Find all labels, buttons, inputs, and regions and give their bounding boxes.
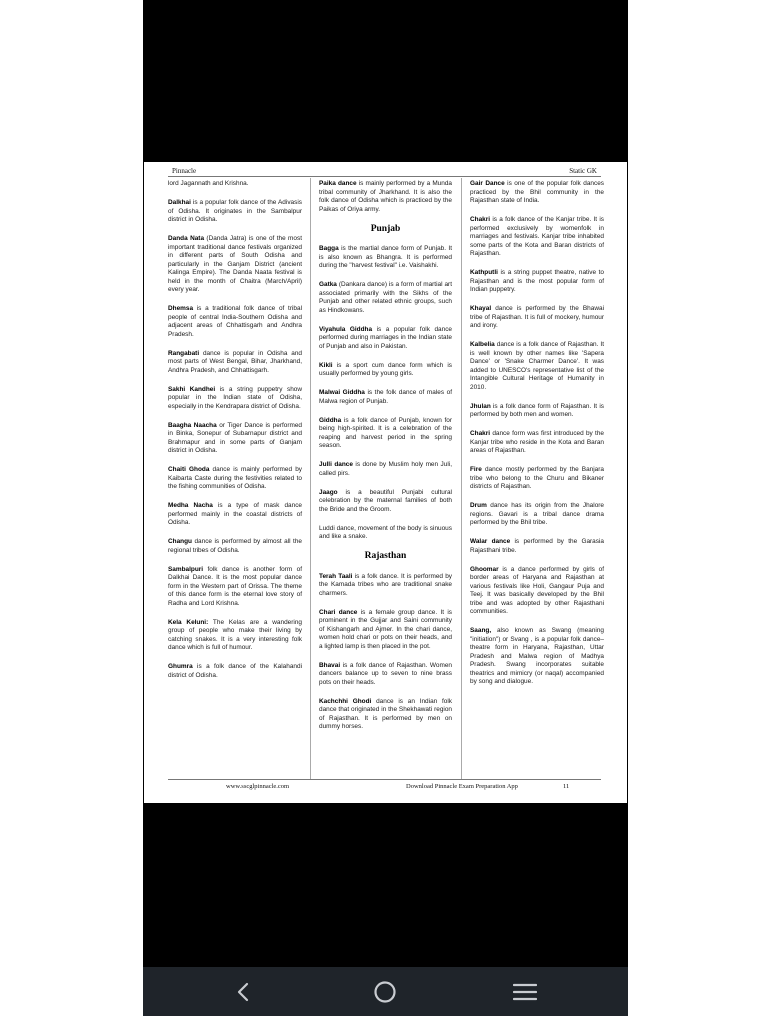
- dance-entry: [470, 216, 604, 259]
- entry-description: also known as Swang (meaning "initiation") or Svang , is a popular folk dance–theatre form in Haryana, Rajasthan, Uttar Pradesh and Malwa region of Madhya Pradesh. Swang incorporates suitable theatrics and mimicry (or naqal) accompanied by song and dialogue.: [470, 627, 604, 685]
- entry-term: Gatka: [319, 281, 337, 288]
- column-divider: [310, 178, 311, 779]
- dance-entry: [168, 566, 302, 609]
- entry-term: Kela Keluni:: [168, 618, 209, 626]
- section-heading-punjab: Punjab: [370, 223, 401, 234]
- dance-entry: [168, 502, 302, 528]
- entry-term: Baagha Naacha: [168, 421, 217, 429]
- section-heading-rajasthan: Rajasthan: [364, 551, 407, 561]
- entry-description: is a folk dance of the Kalahandi district of Odisha.: [168, 663, 302, 679]
- entry-description: is one of the popular folk dances practiced by the Bhil community in the Rajasthan state of India.: [470, 180, 604, 204]
- dance-entry: [168, 466, 302, 492]
- entry-description: or Tiger Dance is performed in Binka, Sonepur of Subarnapur district and Brahmapur and in some parts of Ganjam district in Odisha.: [168, 421, 303, 454]
- entry-description: dance is performed by the Bhawai tribe of Rajasthan. It is full of mockery, humour and irony.: [470, 305, 604, 329]
- entry-term: Chaiti Ghoda: [168, 466, 210, 473]
- dance-entry: [319, 525, 452, 542]
- entry-term: Gair Dance: [470, 180, 505, 187]
- entry-description: is a folk dance of Rajasthan. Women dancers balance up to seven to nine brass pots on their heads.: [319, 661, 452, 686]
- dance-entry: [319, 573, 452, 599]
- dance-entry: [319, 489, 452, 515]
- footer-app-promo: Download Pinnacle Exam Preparation App: [406, 783, 518, 790]
- entry-description: dance mostly performed by the Banjara tribe who belong to the Churu and Bikaner districts of Rajasthan.: [470, 466, 604, 490]
- android-nav-bar: [143, 967, 628, 1016]
- entry-description: is performed by the Garasia Rajasthani tribe.: [470, 538, 604, 554]
- entry-term: Terah Taali: [319, 572, 353, 580]
- entry-term: Malwai Giddha: [319, 389, 365, 396]
- entry-term: Drum: [470, 502, 487, 509]
- phone-screen: [143, 0, 628, 1016]
- entry-term: Bhavai: [319, 661, 341, 669]
- entry-term: Khayal: [470, 305, 492, 312]
- entry-term: Dhemsa: [168, 305, 194, 312]
- entry-term: Ghoomar: [470, 565, 499, 573]
- entry-description: dance form was first introduced by the Kanjar tribe who reside in the Kota and Baran areas of Rajasthan.: [470, 430, 604, 454]
- entry-description: The Kelas are a wandering group of people who make their living by catching snakes. It is a very interesting folk dance which is full of humour.: [168, 618, 302, 651]
- dance-entry: [470, 269, 604, 295]
- document-page[interactable]: [144, 162, 627, 803]
- entry-description: is the folk dance of males of Malwa region of Punjab.: [319, 389, 452, 405]
- entry-term: Danda Nata: [168, 235, 205, 242]
- entry-term: Kathputli: [470, 269, 498, 276]
- entry-description: is a folk dance. It is performed by the Kamada tribes who are traditional snake charmers.: [319, 572, 453, 597]
- dance-entry: [470, 305, 604, 331]
- back-button[interactable]: [219, 967, 269, 1016]
- entry-term: Chakri: [470, 216, 491, 223]
- column-2-intro: [319, 180, 452, 214]
- dance-entry: [470, 502, 604, 528]
- entry-term: Fire: [470, 466, 482, 473]
- header-section: Static GK: [569, 167, 597, 175]
- dance-entry: [319, 326, 452, 352]
- entry-description: Luddi dance, movement of the body is sinuous and like a snake.: [319, 524, 452, 540]
- dance-entry: [470, 403, 604, 420]
- page-footer: [226, 783, 570, 790]
- dance-entry: [470, 430, 604, 456]
- column-divider: [461, 178, 462, 779]
- column-1: [168, 180, 302, 691]
- entry-description: is a female group dance. It is prominent in the Gujjar and Saini community of Kishangarh and Ajmer. In the chari dance, women hold chari or pots on their heads, and a lighted lamp is then placed in the pot.: [319, 608, 452, 650]
- entry-term: Walar dance: [470, 538, 511, 545]
- entry-description: is a beautiful Punjabi cultural celebration by the maternal families of both the Bride and the Groom.: [319, 488, 452, 513]
- entry-description: (Danda Jatra) is one of the most important traditional dance festivals organized in different parts of South Odisha and particularly in the Ganjam District (ancient Kalinga Empire). The Danda Naata festival is held in the month of Chaitra (March/April) every year.: [168, 235, 303, 293]
- dance-entry: [319, 180, 452, 214]
- dance-entry: [168, 619, 302, 653]
- page-number: 11: [563, 783, 570, 790]
- dance-entry: [470, 566, 604, 617]
- entry-description: is a sport cum dance form which is usually performed by young girls.: [319, 361, 452, 377]
- dance-entry: [168, 422, 302, 456]
- entry-term: Kachchhi Ghodi: [319, 697, 372, 705]
- dance-entry: [319, 662, 452, 688]
- dance-entry: [168, 350, 302, 376]
- entry-term: Bagga: [319, 245, 339, 252]
- home-icon: [373, 980, 397, 1004]
- dance-entry: [319, 698, 452, 732]
- dance-entry: [319, 245, 452, 271]
- entry-description: dance has its origin from the Jhalore regions. Gavari is a tribal dance drama performed by the Bhil tribe.: [470, 502, 604, 526]
- dance-entry: [168, 180, 302, 189]
- entry-term: Changu: [168, 538, 192, 545]
- footer-site-link: www.sscglpinnacle.com: [226, 783, 290, 790]
- entry-description: dance is mainly performed by Kaibarta Caste during the festivities related to the fishing communities of Odisha.: [168, 466, 302, 490]
- header-rule: [168, 176, 601, 177]
- recents-icon: [513, 982, 537, 1002]
- page-header: [172, 167, 597, 175]
- dance-entry: [319, 362, 452, 379]
- dance-entry: [470, 180, 604, 206]
- dance-entry: [319, 609, 452, 652]
- entry-description: is a folk dance of the Kanjar tribe. It is performed exclusively by womenfolk in marriages and festivals. Kanjar tribe inhabited some parts of the Kota and Baran districts of Rajasthan.: [470, 216, 604, 257]
- dance-entry: [319, 281, 452, 315]
- entry-description: is the martial dance form of Punjab. It is also known as Bhangra. It is performed during the "harvest festival" i.e. Vaishakhi.: [319, 245, 452, 269]
- entry-term: Kalbelia: [470, 341, 495, 348]
- entry-description: dance is an Indian folk dance that originated in the Shekhawati region of Rajasthan. It is performed by men on dummy horses.: [319, 697, 452, 730]
- column-2-punjab: [319, 245, 452, 542]
- dance-entry: [470, 466, 604, 492]
- back-icon: [234, 982, 254, 1002]
- home-button[interactable]: [360, 967, 410, 1016]
- entry-description: is a dance performed by girls of border areas of Haryana and Rajasthan at various festivals like Holi, Gangaur Puja and Teej. It was basically developed by the Bhil tribe and was adopted by other Rajasthani communities.: [470, 565, 604, 615]
- entry-term: Sakhi Kandhei: [168, 385, 216, 393]
- entry-term: Jhulan: [470, 402, 491, 410]
- dance-entry: [319, 417, 452, 451]
- column-2-rajasthan: [319, 573, 452, 732]
- entry-description: dance is a folk dance of Rajasthan. It is well known by other names like 'Sapera Dance' or 'Snake Charmer Dance'. It was added to UNESCO's representative list of the Intangible Cultural Heritage of Humanity in 2010.: [470, 341, 604, 391]
- dance-entry: [168, 305, 302, 339]
- entry-description: dance is performed by almost all the regional tribes of Odisha.: [168, 538, 302, 554]
- dance-entry: [470, 627, 604, 687]
- dance-entry: [168, 663, 302, 680]
- entry-term: Rangabati: [168, 349, 200, 357]
- entry-description: is a type of mask dance performed mainly in the coastal districts of Odisha.: [168, 502, 302, 526]
- entry-description: is a popular folk dance of the Adivasis of Odisha. It originates in the Sambalpur district in Odisha.: [168, 199, 302, 223]
- entry-description: is mainly performed by a Munda tribal community of Jharkhand. It is also the folk dance of Odisha which is practiced by the Paikas of Oriya army.: [319, 180, 452, 213]
- entry-term: Saang,: [470, 627, 492, 634]
- entry-term: Julli dance: [319, 461, 353, 468]
- entry-term: Jaago: [319, 488, 338, 496]
- dance-entry: [319, 389, 452, 406]
- dance-entry: [319, 461, 452, 478]
- entry-description: dance is popular in Odisha and most parts of West Bengal, Bihar, Jharkhand, Andhra Pradesh, and Chhattisgarh.: [168, 349, 302, 374]
- dance-entry: [168, 235, 302, 295]
- entry-term: Viyahula Giddha: [319, 325, 373, 333]
- entry-term: Dalkhai: [168, 199, 191, 206]
- entry-term: Kikli: [319, 361, 333, 369]
- entry-term: Paika dance: [319, 180, 357, 187]
- entry-description: is a folk dance form of Rajasthan. It is performed by both men and women.: [470, 402, 604, 418]
- entry-description: is a popular folk dance performed during marriages in the Indian state of Punjab and also in Pakistan.: [319, 325, 452, 350]
- entry-term: Giddha: [319, 416, 342, 424]
- dance-entry: [168, 199, 302, 225]
- footer-rule: [168, 779, 601, 780]
- dance-entry: [168, 538, 302, 555]
- dance-entry: [470, 538, 604, 555]
- entry-term: Ghumra: [168, 663, 193, 670]
- column-3: [470, 180, 604, 697]
- entry-description: (Dankara dance) is a form of martial art associated primarily with the Sikhs of the Punjab and other related ethnic groups, such as Hindkowans.: [319, 281, 452, 314]
- entry-term: Chakri: [470, 430, 491, 437]
- entry-description: folk dance is another form of Dalkhai Dance. It is the most popular dance form in the Western part of Orissa. The theme of this dance form is the eternal love story of Radha and Lord Krishna.: [168, 565, 302, 607]
- entry-term: Medha Nacha: [168, 502, 213, 509]
- entry-description: lord Jagannath and Krishna.: [168, 180, 249, 187]
- header-brand: Pinnacle: [172, 167, 197, 175]
- recents-button[interactable]: [500, 967, 550, 1016]
- entry-term: Chari dance: [319, 608, 358, 616]
- entry-description: is a string puppet theatre, native to Rajasthan and is the most popular form of Indian puppetry.: [470, 269, 604, 293]
- entry-description: is a string puppetry show popular in the Indian state of Odisha, especially in the Kendrapara district of Odisha.: [168, 385, 303, 410]
- column-2: [319, 180, 452, 742]
- dance-entry: [470, 341, 604, 392]
- entry-description: is a folk dance of Punjab, known for being high-spirited. It is a celebration of the reaping and harvest period in the spring season.: [319, 416, 452, 449]
- dance-entry: [168, 386, 302, 412]
- entry-description: is a traditional folk dance of tribal people of central India-Southern Odisha and adjacent areas of Chhattisgarh and Andhra Pradesh.: [168, 305, 302, 338]
- entry-description: is done by Muslim holy men Juli, called pirs.: [319, 461, 452, 477]
- entry-term: Sambalpuri: [168, 565, 204, 573]
